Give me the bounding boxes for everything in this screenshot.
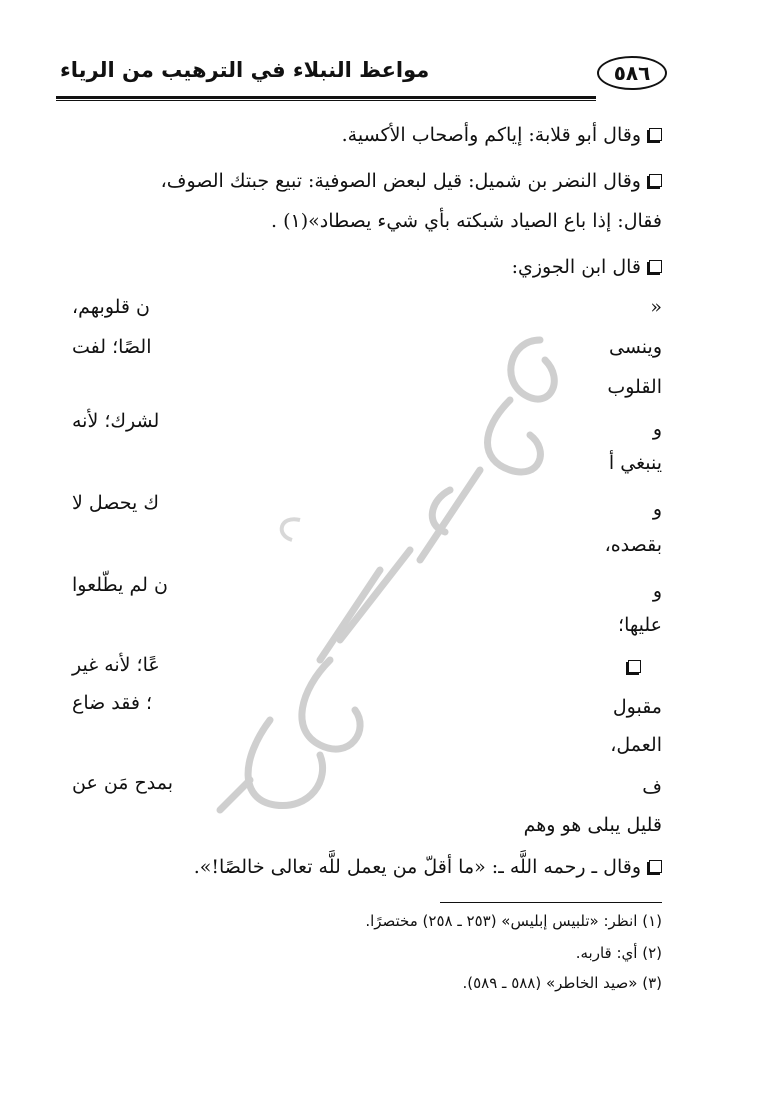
text-fragment-left: بمدح مَن عن: [72, 772, 174, 794]
square-bullet-icon: [649, 860, 662, 873]
text-fragment-right: مقبول: [612, 696, 662, 718]
text-fragment-right: و: [652, 498, 662, 520]
paragraph-nadr-line2: فقال: إذا باع الصياد شبكته بأي شيء يصطاد»(١) .: [271, 210, 662, 232]
paragraph-text: وقال أبو قلابة: إياكم وأصحاب الأكسية.: [341, 124, 641, 146]
text-fragment-right: و: [652, 580, 662, 602]
text-fragment-right: العمل،: [610, 734, 662, 756]
footnote-rule: [440, 902, 662, 903]
paragraph-text: قال ابن الجوزي:: [511, 256, 641, 278]
text-fragment-right: بقصده،: [604, 534, 662, 556]
text-fragment-right: ف: [642, 776, 662, 798]
running-header-title: مواعظ النبلاء في الترهيب من الرياء: [60, 58, 430, 82]
footnote-1: (١) انظر: «تلبيس إبليس» (٢٥٣ ـ ٢٥٨) مختصرًا.: [365, 912, 662, 930]
header-rule: [56, 96, 596, 99]
paragraph-abu-qilaba: [342, 122, 662, 148]
text-fragment-right: عليها؛: [618, 614, 662, 636]
text-fragment-left: الصًا؛ لفت: [72, 336, 152, 358]
text-fragment-left: ن لم يطّلعوا: [72, 574, 168, 596]
text-fragment-right: ينبغي أ: [608, 452, 662, 474]
paragraph-nadr-line1: [161, 168, 662, 194]
square-bullet-icon: [649, 128, 662, 141]
watermark-stamp: [180, 300, 600, 820]
paragraph-text: وقال ـ رحمه اللَّه ـ: «ما أقلّ من يعمل للَّه تعالى خالصًا!».: [193, 856, 641, 878]
square-bullet-icon: [649, 174, 662, 187]
page-number: ٥٨٦: [597, 56, 667, 90]
paragraph-last: [194, 854, 662, 880]
paragraph-ibn-jawzi: [512, 254, 662, 280]
text-fragment-right: القلوب: [607, 376, 662, 398]
text-fragment-left: لشرك؛ لأنه: [72, 410, 160, 432]
footnote-3: (٣) «صيد الخاطر» (٥٨٨ ـ ٥٨٩).: [462, 974, 662, 992]
header-rule-thin: [56, 100, 596, 101]
square-bullet-icon: [628, 660, 641, 673]
text-fragment-right: و: [652, 418, 662, 440]
text-fragment-left: ؛ فقد ضاع: [72, 692, 153, 714]
text-fragment-right: «: [650, 296, 662, 318]
text-fragment-line: قليل يبلى هو وهم: [523, 814, 662, 836]
paragraph-text: وقال النضر بن شميل: قيل لبعض الصوفية: تبيع جبتك الصوف،: [160, 170, 641, 192]
text-fragment-left: عًا؛ لأنه غير: [72, 654, 160, 676]
text-fragment-left: ك يحصل لا: [72, 492, 159, 514]
text-fragment-right: وينسى: [609, 336, 662, 358]
footnote-2: (٢) أي: قاربه.: [575, 944, 662, 962]
square-bullet-icon: [649, 260, 662, 273]
text-fragment-left: ن قلوبهم،: [72, 296, 151, 318]
